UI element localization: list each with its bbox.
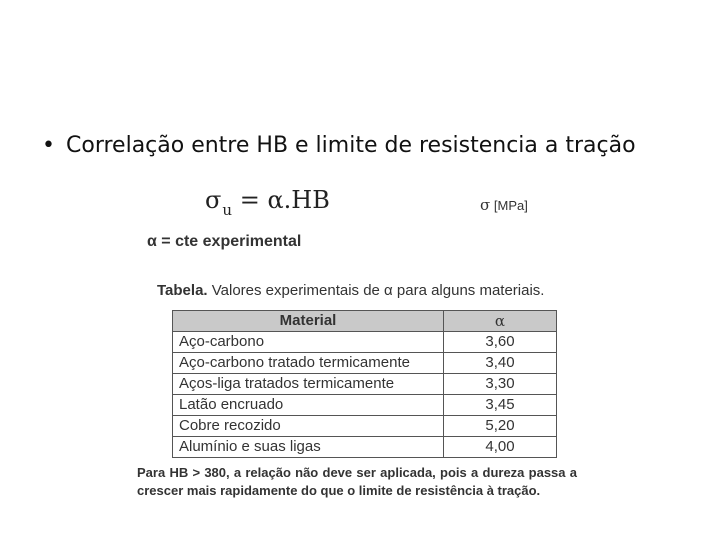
table-row [173,437,557,458]
cell-material: Latão encruado [173,395,444,416]
cell-material: Alumínio e suas ligas [173,437,444,458]
alpha-definition: α = cte experimental [147,233,302,250]
table-row [173,416,557,437]
header-material: Material [173,311,444,332]
cell-material: Aços-liga tratados termicamente [173,374,444,395]
formula-rhs: = α.HB [239,186,330,214]
table-row [173,395,557,416]
bullet-point [42,133,636,158]
unit-text: [MPa] [493,198,528,213]
cell-alpha: 5,20 [444,416,557,437]
cell-material: Aço-carbono [173,332,444,353]
bullet-icon: • [42,133,55,158]
formula-sigma: σ [205,186,222,214]
table-row [173,332,557,353]
table-row [173,353,557,374]
cell-alpha: 3,45 [444,395,557,416]
unit-symbol: σ [480,196,491,214]
bullet-text: Correlação entre HB e limite de resistencia a tração [66,133,636,158]
header-alpha: α [444,311,557,332]
table-header-row [173,311,557,332]
caption-label: Tabela. [157,282,208,299]
table-row [173,374,557,395]
caption-text: Valores experimentais de α para alguns materiais. [211,282,545,299]
formula-subscript: u [222,201,233,219]
applicability-note: Para HB > 380, a relação não deve ser aplicada, pois a dureza passa a crescer mais rapidamente do que o limite de resistência à tração. [137,465,577,498]
alpha-table [172,310,557,458]
cell-alpha: 3,40 [444,353,557,374]
unit-label [480,196,528,214]
materials-table [172,310,557,458]
cell-alpha: 3,60 [444,332,557,353]
cell-material: Cobre recozido [173,416,444,437]
cell-alpha: 4,00 [444,437,557,458]
cell-alpha: 3,30 [444,374,557,395]
table-caption [157,282,544,299]
formula [205,186,330,219]
cell-material: Aço-carbono tratado termicamente [173,353,444,374]
